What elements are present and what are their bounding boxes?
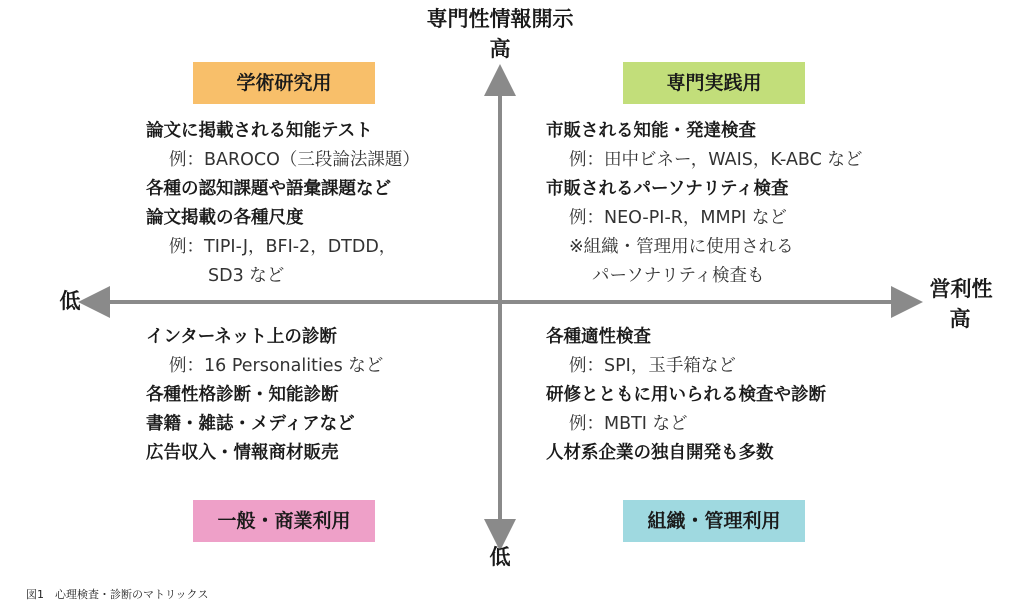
item-heading: インターネット上の診断: [146, 327, 337, 347]
x-axis-high-label: 高: [949, 307, 971, 331]
item-heading: 論文に掲載される知能テスト: [146, 121, 373, 141]
x-axis-title: 営利性: [929, 277, 993, 301]
item-heading: 人材系企業の独自開発も多数: [546, 443, 774, 463]
figure-caption: 図1 心理検査・診断のマトリックス: [26, 588, 209, 601]
item-heading: 各種の認知課題や語彙課題など: [146, 179, 391, 199]
item-example: ※組織・管理用に使用される: [569, 237, 794, 257]
item-heading: 書籍・雑誌・メディアなど: [146, 414, 355, 434]
y-axis-high-label: 高: [489, 37, 511, 61]
quadrant-label-top-left: 学術研究用: [193, 62, 375, 104]
item-heading: 市販されるパーソナリティ検査: [546, 179, 789, 199]
item-example: 例：田中ビネー，WAIS，K-ABC など: [569, 150, 863, 170]
item-example: 例：NEO-PI-R，MMPI など: [569, 208, 787, 228]
item-example: SD3 など: [208, 266, 285, 286]
item-heading: 各種性格診断・知能診断: [146, 385, 339, 405]
item-example: 例：TIPI-J，BFI-2，DTDD，: [169, 237, 397, 257]
item-heading: 広告収入・情報商材販売: [146, 443, 339, 463]
item-heading: 論文掲載の各種尺度: [146, 208, 304, 228]
item-heading: 研修とともに用いられる検査や診断: [546, 385, 826, 405]
quadrant-top-left-text: [146, 117, 420, 291]
y-axis-title: 専門性情報開示: [426, 7, 574, 31]
quadrant-top-right-text: [546, 117, 862, 291]
item-example: 例：16 Personalities など: [169, 356, 384, 376]
quadrant-bottom-right-text: [546, 323, 826, 468]
item-heading: 市販される知能・発達検査: [546, 121, 756, 141]
quadrant-label-bottom-right: 組織・管理利用: [623, 500, 805, 542]
item-example: 例：BAROCO（三段論法課題）: [169, 150, 420, 170]
quadrant-label-bottom-left: 一般・商業利用: [193, 500, 375, 542]
quadrant-bottom-left-text: [146, 323, 383, 468]
quadrant-label-top-right: 専門実践用: [623, 62, 805, 104]
y-axis-low-label: 低: [489, 545, 511, 569]
item-example: 例：SPI，玉手箱など: [569, 356, 736, 376]
item-example: 例：MBTI など: [569, 414, 688, 434]
item-heading: 各種適性検査: [546, 327, 651, 347]
item-example: パーソナリティ検査も: [592, 266, 765, 286]
x-axis-low-label: 低: [59, 289, 81, 313]
